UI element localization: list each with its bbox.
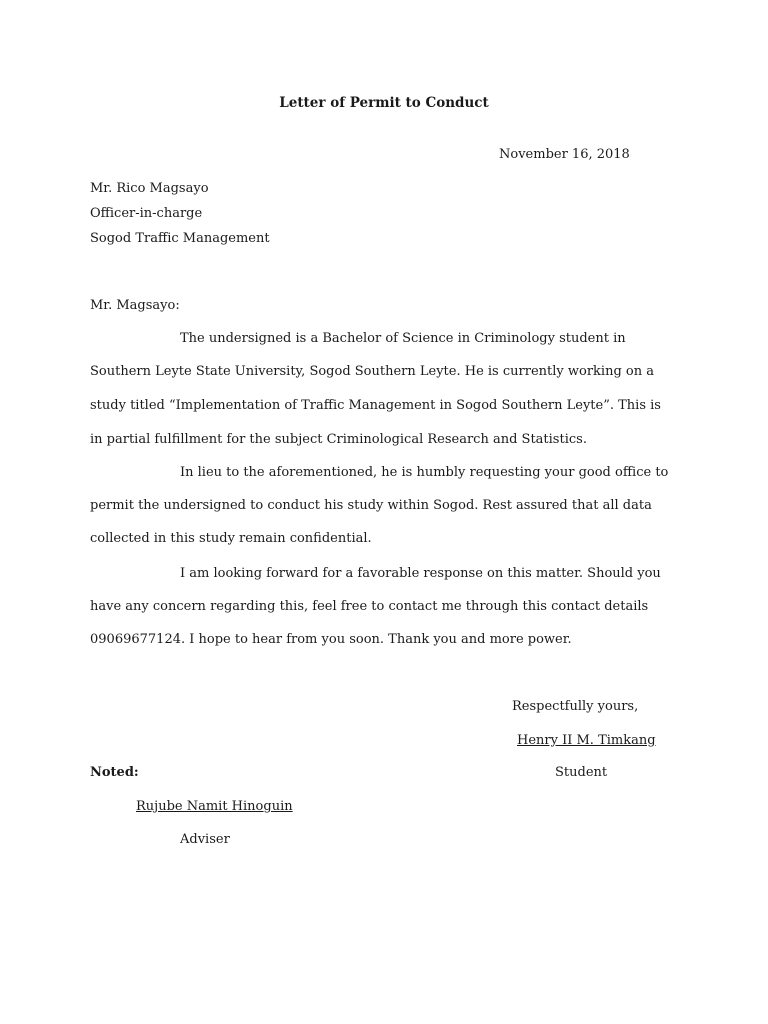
sender-role: Student	[555, 765, 608, 780]
body-line: have any concern regarding this, feel free to contact me through this contact details	[90, 599, 649, 614]
body-line: in partial fulfillment for the subject Criminological Research and Statistics.	[90, 432, 587, 447]
body-line: The undersigned is a Bachelor of Science in Criminology student in	[180, 331, 626, 346]
body-line: study titled “Implementation of Traffic Management in Sogod Southern Leyte”. This is	[90, 398, 661, 413]
recipient-name: Mr. Rico Magsayo	[90, 181, 209, 196]
letter-date: November 16, 2018	[499, 147, 630, 162]
recipient-office: Sogod Traffic Management	[90, 231, 270, 246]
body-line: In lieu to the aforementioned, he is humbly requesting your good office to	[180, 465, 669, 480]
adviser-name: Rujube Namit Hinoguin	[136, 799, 293, 814]
letter-title: Letter of Permit to Conduct	[279, 95, 489, 111]
body-line: I am looking forward for a favorable response on this matter. Should you	[180, 566, 661, 581]
adviser-role: Adviser	[180, 832, 230, 847]
recipient-position: Officer-in-charge	[90, 206, 203, 221]
closing: Respectfully yours,	[512, 699, 639, 714]
body-line: 09069677124. I hope to hear from you soon. Thank you and more power.	[90, 632, 572, 647]
noted-label: Noted:	[90, 765, 139, 780]
body-line: permit the undersigned to conduct his study within Sogod. Rest assured that all data	[90, 498, 652, 513]
salutation: Mr. Magsayo:	[90, 298, 180, 313]
sender-name: Henry II M. Timkang	[517, 733, 656, 748]
body-line: Southern Leyte State University, Sogod Southern Leyte. He is currently working on a	[90, 364, 654, 379]
body-line: collected in this study remain confidential.	[90, 531, 372, 546]
